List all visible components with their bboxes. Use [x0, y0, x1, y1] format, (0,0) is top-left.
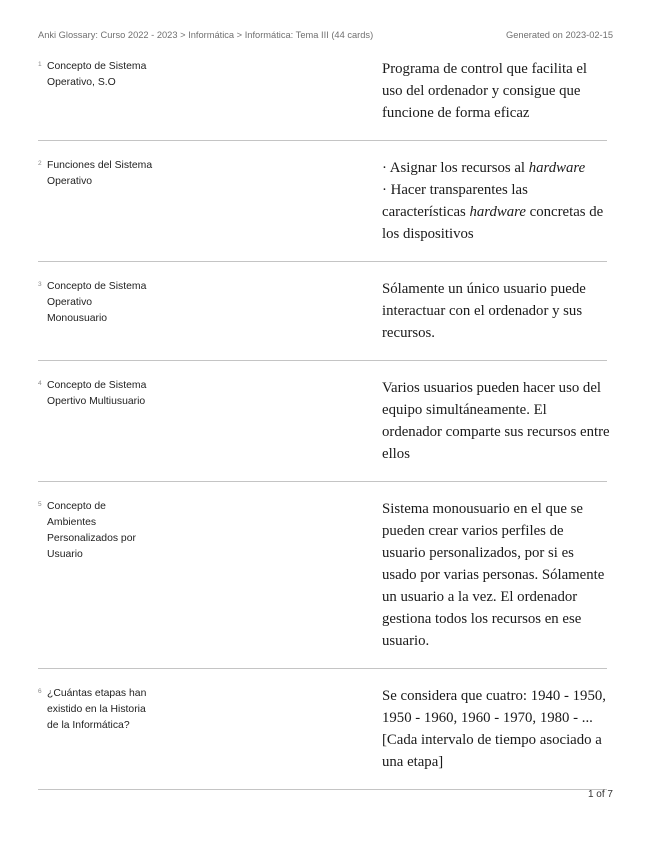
card-front — [38, 378, 173, 410]
card-front-text: Funciones del Sistema Operativo — [47, 160, 153, 187]
card-number: 6 — [38, 688, 42, 695]
card-back — [382, 157, 610, 245]
card-back-text: Varios usuarios pueden hacer uso del equipo simultáneamente. El ordenador comparte sus recursos entre ellos — [382, 380, 610, 462]
card-back-paragraph — [382, 498, 610, 652]
card-row — [38, 498, 607, 669]
card-front — [38, 499, 173, 563]
card-back-text: concretas de los dispositivos — [382, 204, 604, 242]
card-row — [38, 377, 610, 482]
card-front — [38, 59, 173, 91]
card-row — [38, 685, 607, 790]
card-back-italic: hardware — [469, 204, 526, 220]
card-front — [38, 158, 173, 190]
card-back — [382, 278, 610, 344]
card-back — [382, 377, 610, 465]
card-back-text: Se considera que cuatro: 1940 - 1950, 1950 - 1960, 1960 - 1970, 1980 - ... [Cada intervalo de tiempo asociado a una etapa] — [382, 688, 606, 770]
card-list — [38, 58, 610, 806]
card-front-text: Concepto de Sistema Operativo, S.O — [47, 61, 147, 88]
deck-breadcrumb: Anki Glossary: Curso 2022 - 2023 > Informática > Informática: Tema III (44 cards) — [38, 30, 374, 40]
card-back-paragraph — [382, 58, 610, 124]
card-back-paragraph — [382, 179, 610, 245]
card-back-text: Programa de control que facilita el uso del ordenador y consigue que funcione de forma eficaz — [382, 61, 588, 121]
generated-date: Generated on 2023-02-15 — [506, 30, 613, 40]
card-front-text: Concepto de Sistema Operativo Monousuario — [47, 281, 147, 324]
card-front-text: ¿Cuántas etapas han existido en la Historia de la Informática? — [47, 688, 147, 731]
card-back-paragraph — [382, 278, 610, 344]
card-back-text: Sistema monousuario en el que se pueden crear varios perfiles de usuario personalizados, por si es usado por varias personas. Sólamente un usuario a la vez. El ordenador gestiona todos los recursos en ese usuario. — [382, 501, 605, 649]
card-front-text: Concepto de Sistema Opertivo Multiusuario — [47, 380, 147, 407]
card-back-text: · Asignar los recursos al — [382, 160, 529, 176]
card-row — [38, 278, 607, 361]
card-front — [38, 279, 173, 327]
card-front-text: Concepto de Ambientes Personalizados por Usuario — [47, 501, 136, 560]
card-back — [382, 685, 610, 773]
card-back — [382, 58, 610, 124]
card-back — [382, 498, 610, 652]
card-row — [38, 157, 607, 262]
page-header — [38, 30, 613, 44]
card-number: 2 — [38, 160, 42, 167]
card-front — [38, 686, 173, 734]
card-number: 5 — [38, 501, 42, 508]
page-number: 1 of 7 — [587, 789, 613, 800]
card-back-text: Sólamente un único usuario puede interactuar con el ordenador y sus recursos. — [382, 281, 586, 341]
card-row — [38, 58, 607, 141]
card-number: 3 — [38, 281, 42, 288]
card-back-text: · Hacer transparentes las características — [382, 182, 528, 220]
card-number: 4 — [38, 380, 42, 387]
card-back-paragraph — [382, 377, 610, 465]
card-back-paragraph — [382, 157, 610, 179]
card-back-italic: hardware — [528, 160, 586, 176]
card-number: 1 — [38, 61, 42, 68]
card-back-paragraph — [382, 685, 610, 773]
